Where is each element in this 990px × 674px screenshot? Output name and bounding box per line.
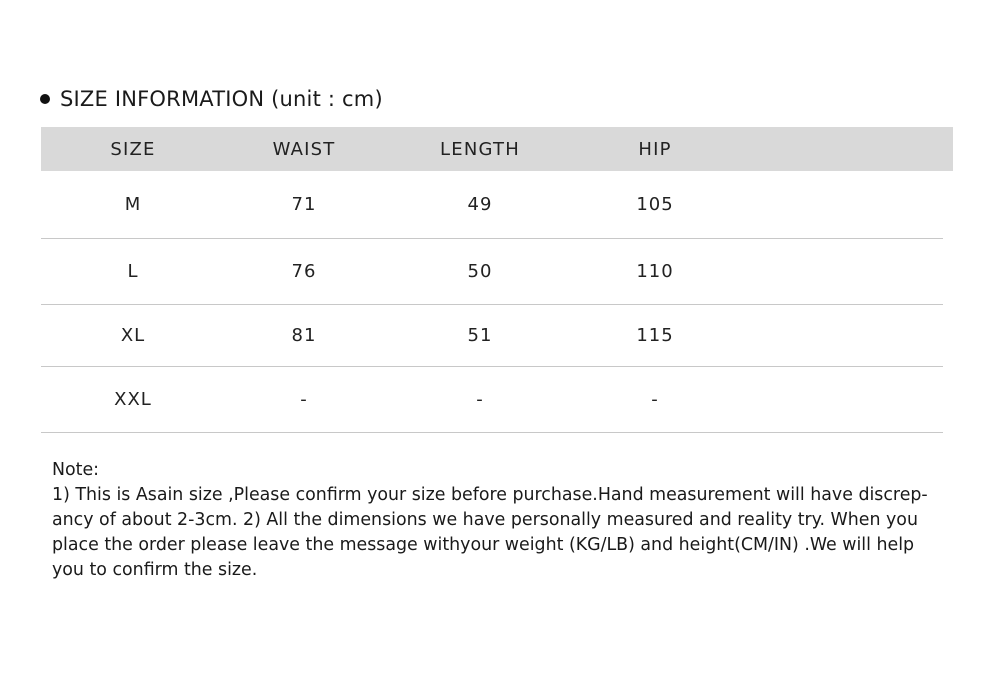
size-cell: XL: [120, 325, 146, 346]
hip-cell: 105: [636, 194, 674, 215]
notes-line: you to confirm the size.: [52, 560, 258, 580]
table-row: [41, 367, 943, 433]
notes-line: ancy of about 2-3cm. 2) All the dimensions we have personally measured and reality try. When you: [52, 510, 918, 530]
page-title: SIZE INFORMATION (unit : cm): [60, 87, 383, 111]
waist-cell: 76: [291, 261, 317, 282]
waist-cell: 81: [291, 325, 317, 346]
bullet-icon: [40, 94, 50, 104]
length-cell: 50: [467, 261, 493, 282]
waist-cell: -: [300, 389, 308, 410]
column-header-waist: WAIST: [272, 138, 336, 160]
length-cell: -: [476, 389, 484, 410]
notes-label: Note:: [52, 460, 100, 480]
size-cell: XXL: [114, 389, 152, 410]
waist-cell: 71: [291, 194, 317, 215]
size-cell: M: [124, 194, 142, 215]
length-cell: 49: [467, 194, 493, 215]
hip-cell: 115: [636, 325, 674, 346]
notes-line: 1) This is Asain size ,Please confirm your size before purchase.Hand measurement will have discrep-: [52, 485, 928, 505]
hip-cell: 110: [636, 261, 674, 282]
column-header-hip: HIP: [638, 138, 672, 160]
size-cell: L: [127, 261, 139, 282]
notes-line: place the order please leave the message withyour weight (KG/LB) and height(CM/IN) .We will help: [52, 535, 915, 555]
section-heading: [40, 84, 383, 114]
column-header-size: SIZE: [110, 138, 156, 160]
column-header-length: LENGTH: [440, 138, 520, 160]
table-row: [41, 239, 943, 305]
size-table: [41, 127, 953, 433]
table-row: [41, 305, 943, 367]
hip-cell: -: [651, 389, 659, 410]
table-header-row: [41, 127, 953, 171]
length-cell: 51: [467, 325, 493, 346]
size-notes: [52, 458, 942, 583]
table-row: [41, 171, 943, 239]
